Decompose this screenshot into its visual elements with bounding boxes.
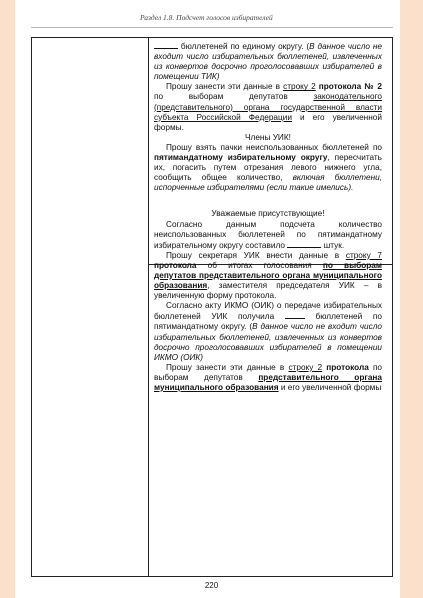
paragraph: Уважаемые присутствующие! xyxy=(211,209,325,219)
left-margin-band xyxy=(0,0,15,598)
row-reference: строку 2 xyxy=(288,362,323,372)
paragraph: Прошу секретаря УИК внести данные в строку 7 протокола об итогах голосования по выборам депутатов представительного органа муниципального образования, заместителя председателя УИК – в увеличенную форму протокола. xyxy=(154,250,382,301)
blank-line xyxy=(154,41,178,49)
running-header: Раздел 1.8. Подсчет голосов избирателей xyxy=(140,13,273,22)
row-reference: строку 2 xyxy=(283,82,316,92)
paragraph: Согласно данным подсчета количество неиспользованных бюллетеней по пятимандатному избирательному округу составило штук. xyxy=(154,219,382,250)
paragraph: Члены УИК! xyxy=(245,132,291,142)
row-reference: строку 7 xyxy=(345,250,382,260)
column-divider xyxy=(148,38,149,576)
page-number: 220 xyxy=(204,581,219,590)
paragraph: Согласно акту ИКМО (ОИК) о передаче избирательных бюллетеней УИК получила бюллетеней по пятимандатному округу. (В данное число не входит число избирательных бюллетеней, извлеченных из конвертов досрочно проголосовавших избирателей в помещении ИКМО (ОИК) xyxy=(154,301,382,362)
header-rule xyxy=(31,27,393,28)
script-table xyxy=(31,37,393,577)
paragraph: Прошу занести эти данные в строку 2 протокола № 2 по выборам депутатов законодательного (представительного) органа государственной власти субъекта Российской Федерации и его увеличенной формы. xyxy=(154,82,382,132)
text-column xyxy=(154,41,382,393)
right-margin-band xyxy=(400,0,423,598)
paragraph: бюллетеней по единому округу. (В данное число не входит число избирательных бюллетеней, извлеченных из конвертов досрочно проголосовавших избирателей в помещении ТИК) xyxy=(154,42,382,82)
paragraph: Прошу занести эти данные в строку 2 протокола по выборам депутатов представительного органа муниципального образования и его увеличенной формы xyxy=(154,362,383,392)
blank-line xyxy=(287,240,321,248)
blank-line xyxy=(285,311,305,319)
paragraph: Прошу взять пачки неиспользованных бюллетеней по пятимандатному избирательному округу, пересчитать их, погасить путем отрезания левого нижнего угла, сообщить общее количество, включая бюллетени, испорченные избирателями (если такие имелись). xyxy=(154,142,382,193)
